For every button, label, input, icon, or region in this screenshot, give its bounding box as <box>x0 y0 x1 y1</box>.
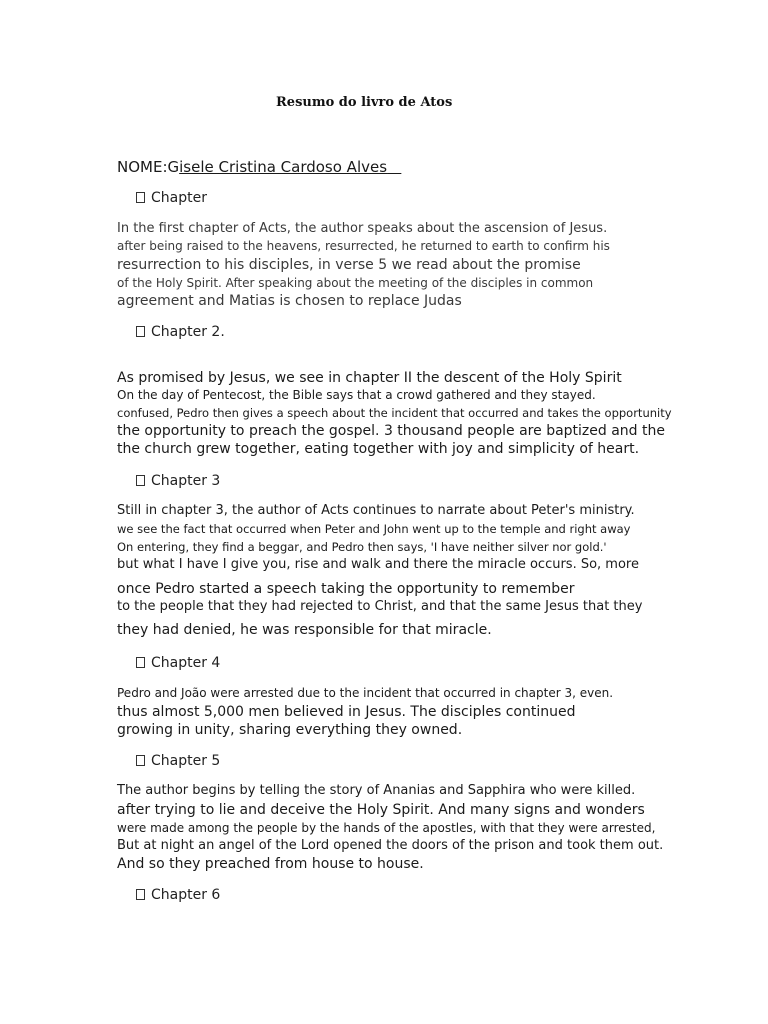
checkbox-icon <box>136 475 145 486</box>
checkbox-icon <box>136 889 145 900</box>
text-line: thus almost 5,000 men believed in Jesus. The disciples continued <box>117 704 576 720</box>
text-line: were made among the people by the hands of the apostles, with that they were arrested, <box>117 821 656 835</box>
text-line: On entering, they find a beggar, and Pedro then says, 'I have neither silver nor gold.' <box>117 540 607 554</box>
text-line: but what I have I give you, rise and walk and there the miracle occurs. So, more <box>117 557 639 572</box>
text-line: of the Holy Spirit. After speaking about the meeting of the disciples in common <box>117 276 594 290</box>
student-name <box>117 158 401 176</box>
name-initial: G <box>167 158 180 176</box>
document-title: Resumo do livro de Atos <box>276 95 453 110</box>
chapter-4-heading: Chapter 4 <box>136 655 220 671</box>
text-line: As promised by Jesus, we see in chapter II the descent of the Holy Spirit <box>117 370 622 386</box>
text-line: they had denied, he was responsible for that miracle. <box>117 622 492 638</box>
text-line: after being raised to the heavens, resurrected, he returned to earth to confirm his <box>117 239 610 253</box>
text-line: But at night an angel of the Lord opened the doors of the prison and took them out. <box>117 838 664 853</box>
text-line: confused, Pedro then gives a speech about the incident that occurred and takes the opportunity <box>117 406 672 420</box>
text-line: the opportunity to preach the gospel. 3 thousand people are baptized and the <box>117 423 665 439</box>
name-value: isele Cristina Cardoso Alves <box>179 158 388 176</box>
name-label: NOME: <box>117 158 168 176</box>
checkbox-icon <box>136 657 145 668</box>
chapter-2-heading: Chapter 2. <box>136 324 225 340</box>
text-line: growing in unity, sharing everything they owned. <box>117 722 463 738</box>
chapter-3-heading: Chapter 3 <box>136 473 220 489</box>
text-line: The author begins by telling the story of Ananias and Sapphira who were killed. <box>117 783 636 798</box>
checkbox-icon <box>136 326 145 337</box>
text-line: the church grew together, eating together with joy and simplicity of heart. <box>117 441 640 457</box>
text-line: Pedro and João were arrested due to the incident that occurred in chapter 3, even. <box>117 686 614 700</box>
text-line: And so they preached from house to house. <box>117 856 424 872</box>
text-line: once Pedro started a speech taking the opportunity to remember <box>117 581 575 597</box>
text-line: agreement and Matias is chosen to replace Judas <box>117 293 462 309</box>
chapter-1-heading: Chapter <box>136 190 207 206</box>
chapter-6-heading: Chapter 6 <box>136 887 220 903</box>
text-line: Still in chapter 3, the author of Acts continues to narrate about Peter's ministry. <box>117 503 635 518</box>
checkbox-icon <box>136 755 145 766</box>
text-line: we see the fact that occurred when Peter and John went up to the temple and right away <box>117 522 631 536</box>
checkbox-icon <box>136 192 145 203</box>
text-line: after trying to lie and deceive the Holy Spirit. And many signs and wonders <box>117 802 645 818</box>
text-line: In the first chapter of Acts, the author speaks about the ascension of Jesus. <box>117 221 608 236</box>
text-line: to the people that they had rejected to Christ, and that the same Jesus that they <box>117 599 643 614</box>
chapter-5-heading: Chapter 5 <box>136 753 220 769</box>
text-line: resurrection to his disciples, in verse 5 we read about the promise <box>117 257 581 273</box>
text-line: On the day of Pentecost, the Bible says that a crowd gathered and they stayed. <box>117 388 596 402</box>
